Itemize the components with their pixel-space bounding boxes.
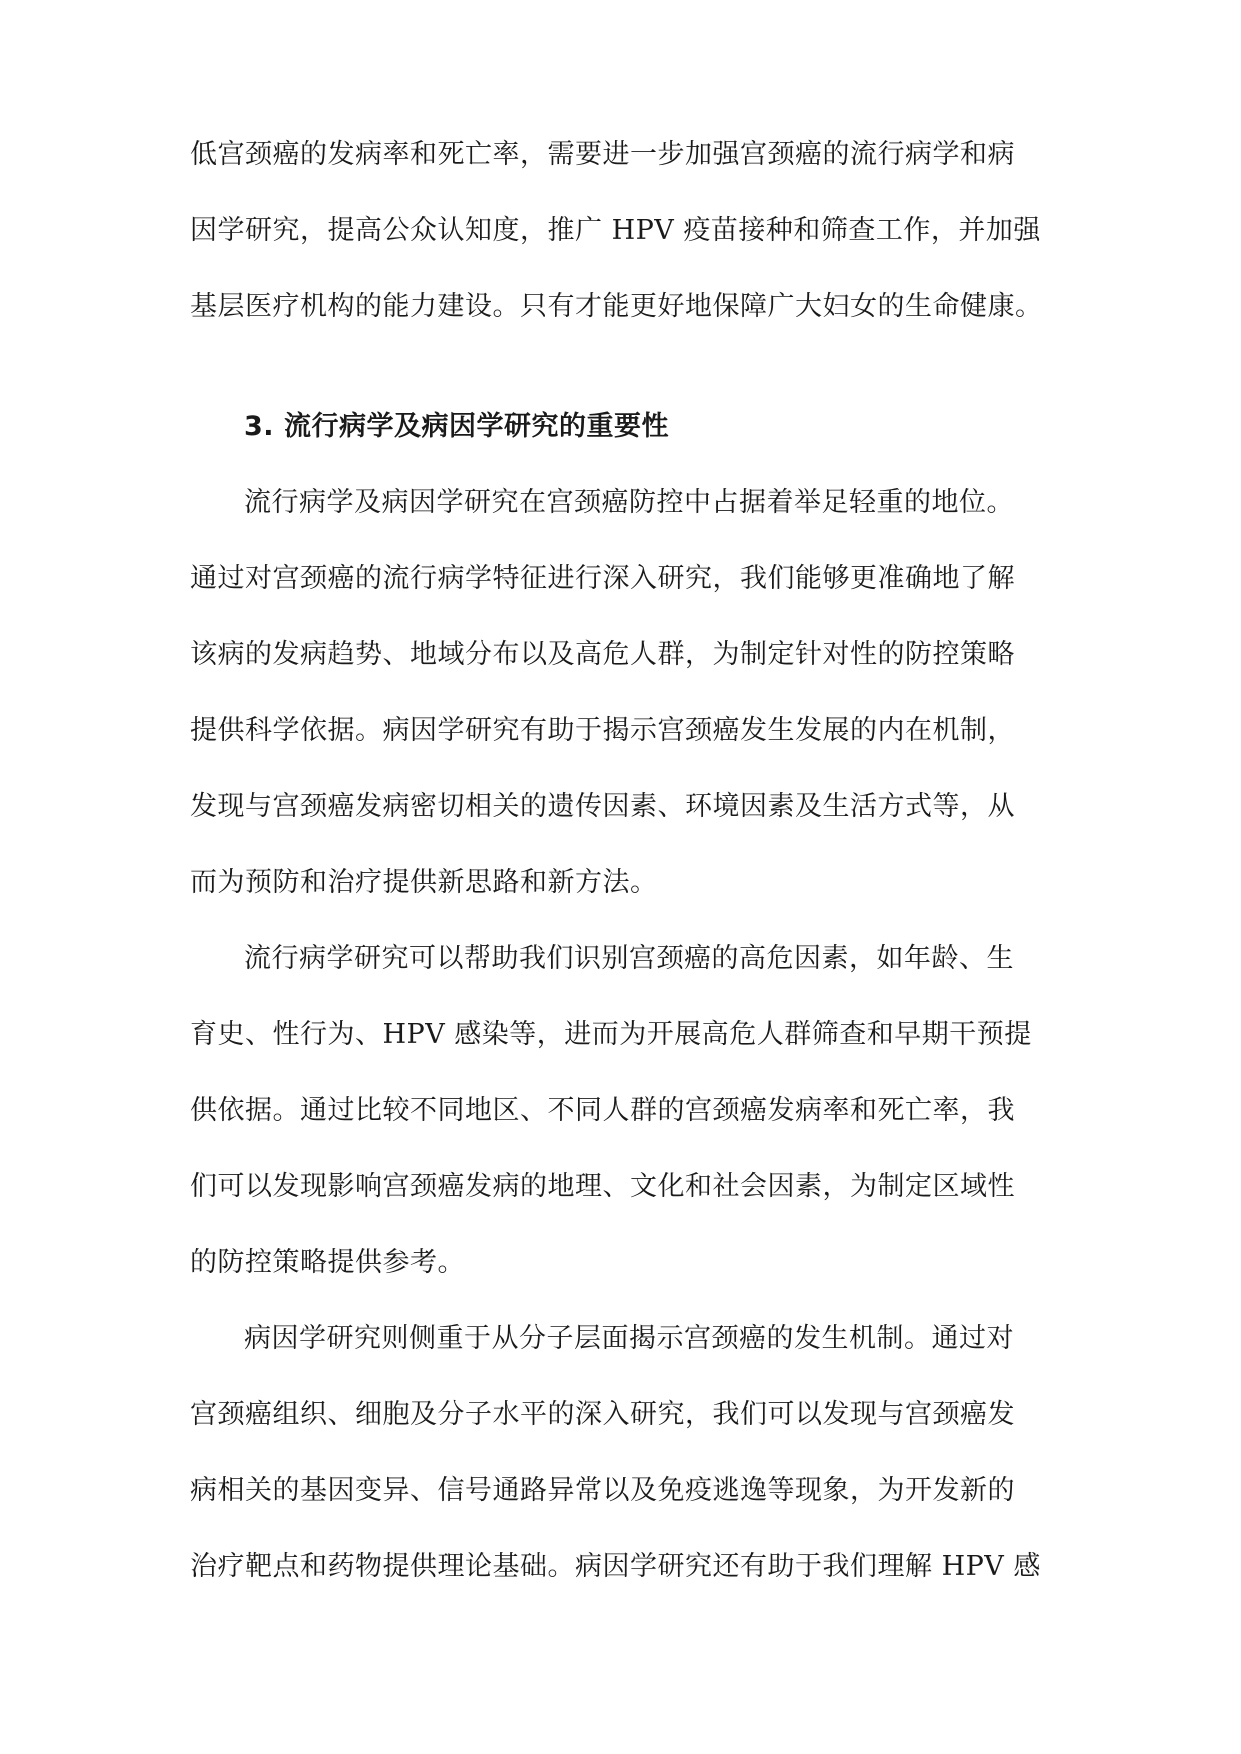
paragraph-line: 病相关的基因变异、信号通路异常以及免疫逃逸等现象，为开发新的 xyxy=(190,1475,1015,1506)
paragraph-line: 治疗靶点和药物提供理论基础。病因学研究还有助于我们理解 HPV 感 xyxy=(190,1551,1041,1582)
paragraph-line: 基层医疗机构的能力建设。只有才能更好地保障广大妇女的生命健康。 xyxy=(190,291,1043,322)
paragraph-line: 流行病学及病因学研究在宫颈癌防控中占据着举足轻重的地位。 xyxy=(244,487,1014,518)
paragraph-line: 而为预防和治疗提供新思路和新方法。 xyxy=(190,867,658,898)
paragraph-line: 们可以发现影响宫颈癌发病的地理、文化和社会因素，为制定区域性 xyxy=(190,1171,1015,1202)
paragraph-line: 的防控策略提供参考。 xyxy=(190,1247,465,1278)
paragraph-line: 提供科学依据。病因学研究有助于揭示宫颈癌发生发展的内在机制， xyxy=(190,715,1015,746)
section-heading: 3. 流行病学及病因学研究的重要性 xyxy=(244,411,669,442)
paragraph-line: 宫颈癌组织、细胞及分子水平的深入研究，我们可以发现与宫颈癌发 xyxy=(190,1399,1015,1430)
paragraph-line: 发现与宫颈癌发病密切相关的遗传因素、环境因素及生活方式等，从 xyxy=(190,791,1015,822)
paragraph-line: 流行病学研究可以帮助我们识别宫颈癌的高危因素，如年龄、生 xyxy=(244,943,1014,974)
paragraph-line: 病因学研究则侧重于从分子层面揭示宫颈癌的发生机制。通过对 xyxy=(244,1323,1014,1354)
paragraph-line: 低宫颈癌的发病率和死亡率，需要进一步加强宫颈癌的流行病学和病 xyxy=(190,139,1015,170)
paragraph-line: 育史、性行为、HPV 感染等，进而为开展高危人群筛查和早期干预提 xyxy=(190,1019,1032,1050)
paragraph-line: 该病的发病趋势、地域分布以及高危人群，为制定针对性的防控策略 xyxy=(190,639,1015,670)
paragraph-line: 因学研究，提高公众认知度，推广 HPV 疫苗接种和筛查工作，并加强 xyxy=(190,215,1041,246)
paragraph-line: 供依据。通过比较不同地区、不同人群的宫颈癌发病率和死亡率，我 xyxy=(190,1095,1015,1126)
paragraph-line: 通过对宫颈癌的流行病学特征进行深入研究，我们能够更准确地了解 xyxy=(190,563,1015,594)
